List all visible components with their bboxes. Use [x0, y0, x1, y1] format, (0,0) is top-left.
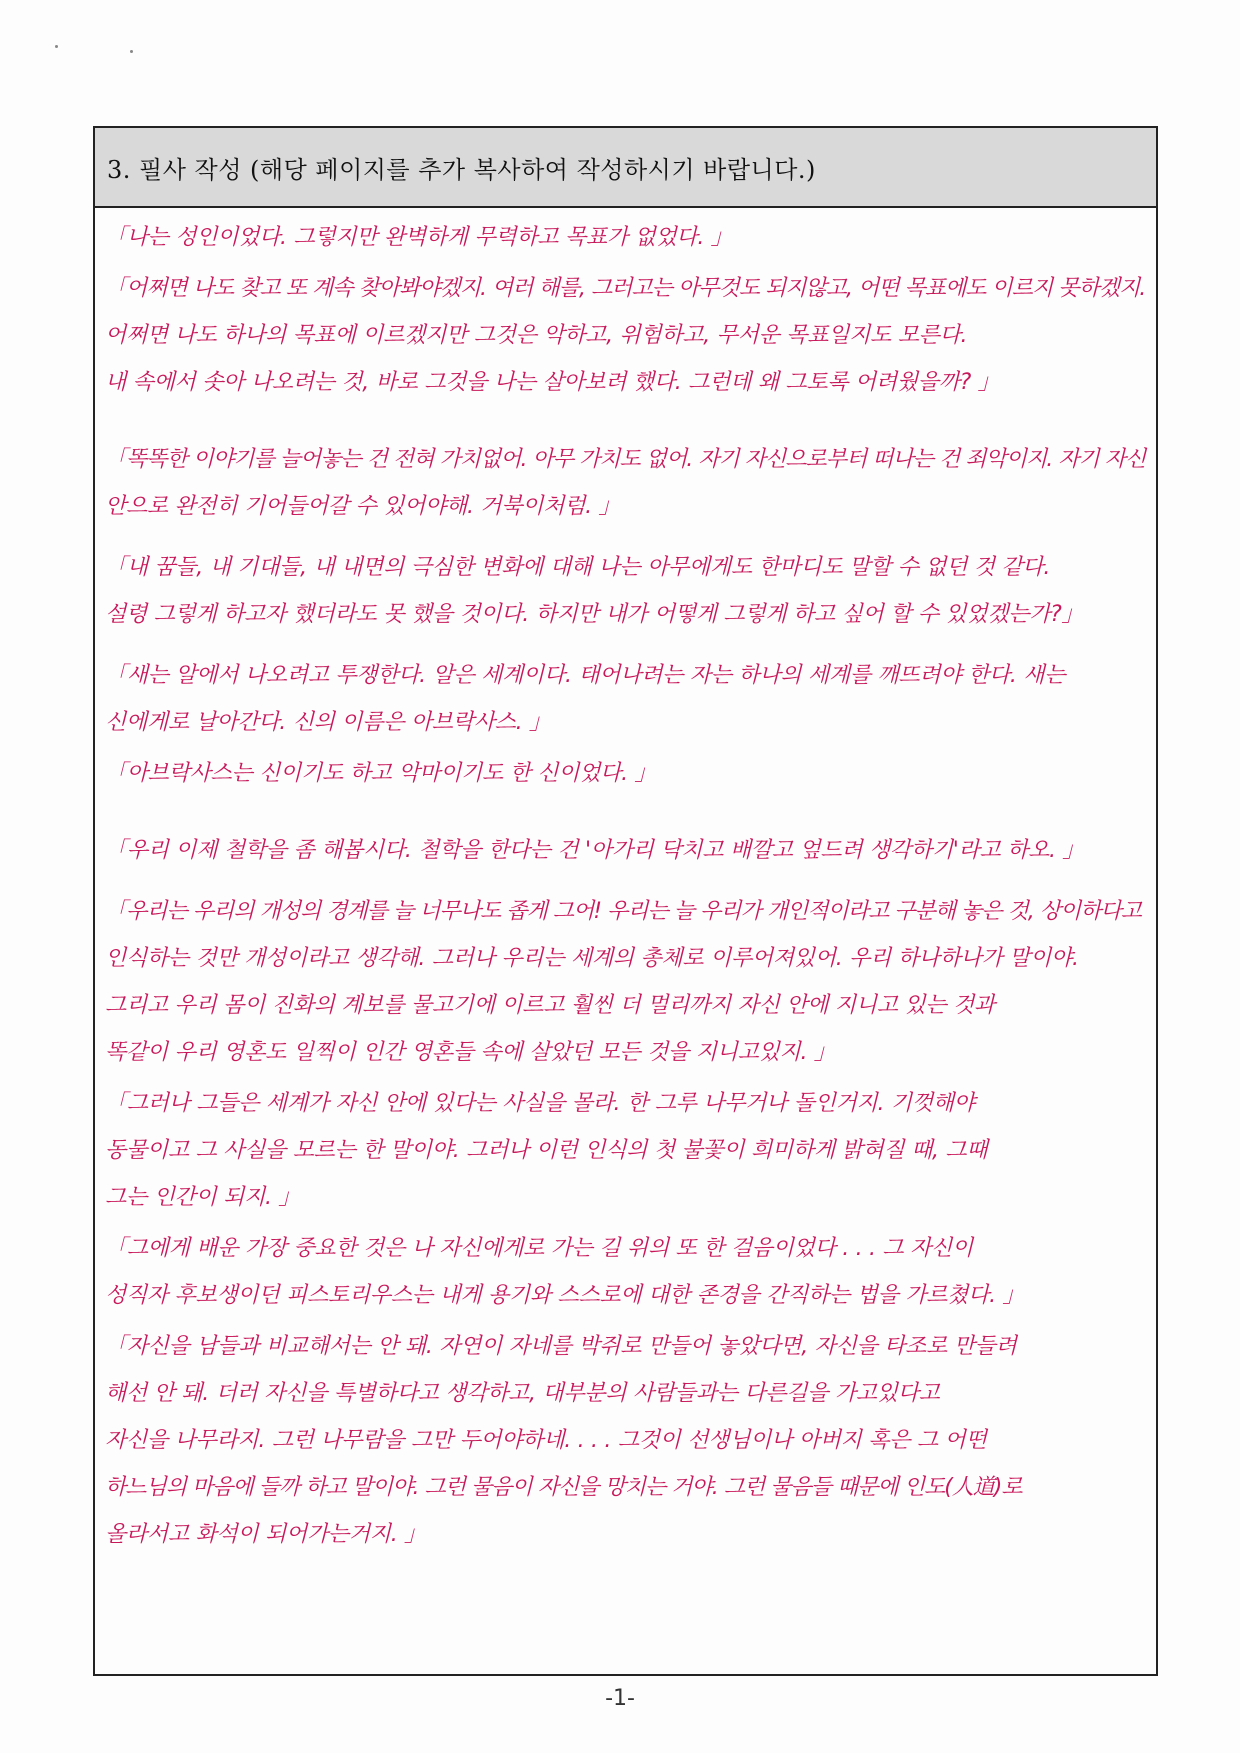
handwritten-content	[95, 210, 1156, 1558]
passage-2	[105, 265, 1148, 406]
passage-line: 「어쩌면 나도 찾고 또 계속 찾아봐야겠지. 여러 해를, 그러고는 아무것도 되지않고, 어떤 목표에도 이르지 못하겠지.	[105, 276, 1146, 301]
passage-1	[105, 214, 1148, 261]
passage-line: 「나는 성인이었다. 그렇지만 완벽하게 무력하고 목표가 없었다. 」	[105, 225, 733, 250]
passage-line: 인식하는 것만 개성이라고 생각해. 그러나 우리는 세계의 총체로 이루어져있어. 우리 하나하나가 말이야.	[105, 946, 1079, 971]
scan-speck	[55, 45, 58, 48]
passage-3	[105, 436, 1148, 530]
passage-line: 똑같이 우리 영혼도 일찍이 인간 영혼들 속에 살았던 모든 것을 지니고있지. 」	[105, 1040, 836, 1065]
passage-line: 「우리 이제 철학을 좀 해봅시다. 철학을 한다는 건 '아가리 닥치고 배깔고 엎드려 생각하기'라고 하오. 」	[105, 838, 1085, 863]
passage-line: 「새는 알에서 나오려고 투쟁한다. 알은 세계이다. 태어나려는 자는 하나의 세계를 깨뜨려야 한다. 새는	[105, 663, 1066, 688]
passage-6	[105, 750, 1148, 797]
passage-line: 「그러나 그들은 세계가 자신 안에 있다는 사실을 몰라. 한 그루 나무거나 돌인거지. 기껏해야	[105, 1091, 975, 1116]
passage-line: 올라서고 화석이 되어가는거지. 」	[105, 1522, 426, 1547]
page-number: -1-	[605, 1686, 635, 1711]
passage-line: 신에게로 날아간다. 신의 이름은 아브락사스. 」	[105, 710, 551, 735]
passage-11	[105, 1323, 1148, 1558]
section-title: 3. 필사 작성 (해당 페이지를 추가 복사하여 작성하시기 바랍니다.)	[107, 155, 816, 184]
passage-line: 「그에게 배운 가장 중요한 것은 나 자신에게로 가는 길 위의 또 한 걸음이었다 . . . 그 자신이	[105, 1236, 973, 1261]
passage-line: 「똑똑한 이야기를 늘어놓는 건 전혀 가치없어. 아무 가치도 없어. 자기 자신으로부터 떠나는 건 죄악이지. 자기 자신	[105, 447, 1146, 472]
passage-7	[105, 827, 1148, 874]
passage-line: 성직자 후보생이던 피스토리우스는 내게 용기와 스스로에 대한 존경을 간직하는 법을 가르쳤다. 」	[105, 1283, 1025, 1308]
passage-line: 내 속에서 솟아 나오려는 것, 바로 그것을 나는 살아보려 했다. 그런데 왜 그토록 어려웠을까? 」	[105, 370, 1000, 395]
passage-line: 「우리는 우리의 개성의 경계를 늘 너무나도 좁게 그어! 우리는 늘 우리가 개인적이라고 구분해 놓은 것, 상이하다고	[105, 899, 1142, 924]
transcription-box	[93, 126, 1158, 1676]
passage-4	[105, 544, 1148, 638]
passage-9	[105, 1080, 1148, 1221]
passage-line: 「자신을 남들과 비교해서는 안 돼. 자연이 자네를 박쥐로 만들어 놓았다면, 자신을 타조로 만들려	[105, 1334, 1017, 1359]
passage-line: 해선 안 돼. 더러 자신을 특별하다고 생각하고, 대부분의 사람들과는 다른길을 가고있다고	[105, 1381, 940, 1406]
passage-line: 「내 꿈들, 내 기대들, 내 내면의 극심한 변화에 대해 나는 아무에게도 한마디도 말할 수 없던 것 같다.	[105, 555, 1051, 580]
passage-line: 동물이고 그 사실을 모르는 한 말이야. 그러나 이런 인식의 첫 불꽃이 희미하게 밝혀질 때, 그때	[105, 1138, 988, 1163]
passage-line: 설령 그렇게 하고자 했더라도 못 했을 것이다. 하지만 내가 어떻게 그렇게 하고 싶어 할 수 있었겠는가?」	[105, 602, 1084, 627]
passage-line: 자신을 나무라지. 그런 나무람을 그만 두어야하네. . . . 그것이 선생님이나 아버지 혹은 그 어떤	[105, 1428, 987, 1453]
passage-line: 그리고 우리 몸이 진화의 계보를 물고기에 이르고 훨씬 더 멀리까지 자신 안에 지니고 있는 것과	[105, 993, 995, 1018]
passage-line: 어쩌면 나도 하나의 목표에 이르겠지만 그것은 악하고, 위험하고, 무서운 목표일지도 모른다.	[105, 323, 968, 348]
passage-10	[105, 1225, 1148, 1319]
passage-5	[105, 652, 1148, 746]
passage-8	[105, 888, 1148, 1076]
passage-line: 「아브락사스는 신이기도 하고 악마이기도 한 신이었다. 」	[105, 761, 657, 786]
passage-line: 그는 인간이 되지. 」	[105, 1185, 301, 1210]
passage-line: 안으로 완전히 기어들어갈 수 있어야해. 거북이처럼. 」	[105, 494, 621, 519]
scan-speck	[130, 50, 133, 53]
section-header	[95, 128, 1156, 208]
passage-line: 하느님의 마음에 들까 하고 말이야. 그런 물음이 자신을 망치는 거야. 그런 물음들 때문에 인도(人道)로	[105, 1475, 1022, 1500]
